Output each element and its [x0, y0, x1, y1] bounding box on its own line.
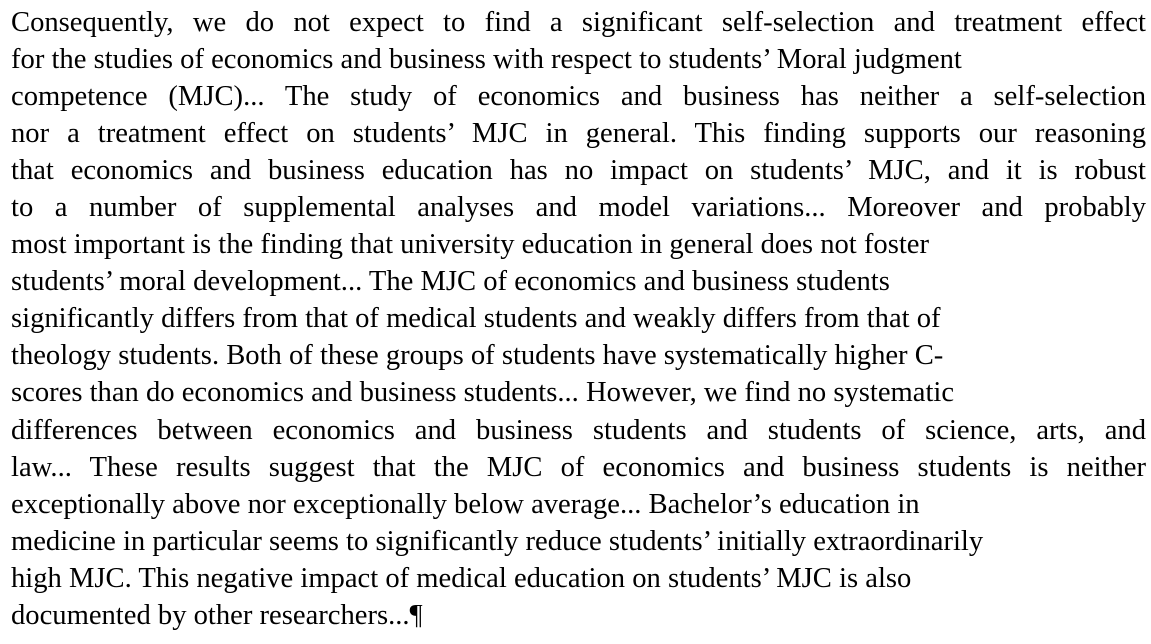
text-line-8: students’ moral development... The MJC of economics and business students	[11, 266, 890, 298]
text-line-14: exceptionally above nor exceptionally below average... Bachelor’s education in	[11, 488, 920, 520]
text-line-4: nor a treatment effect on students’ MJC in general. This finding supports our reasoning	[11, 118, 1146, 150]
last-line-text: documented by other researchers...	[11, 599, 410, 631]
text-line-17	[11, 597, 1146, 634]
text-line-9: significantly differs from that of medical students and weakly differs from that of	[11, 303, 941, 335]
text-line-5: that economics and business education has no impact on students’ MJC, and it is robust	[11, 155, 1146, 187]
text-line-6: to a number of supplemental analyses and model variations... Moreover and probably	[11, 192, 1146, 224]
text-line-16: high MJC. This negative impact of medical education on students’ MJC is also	[11, 562, 912, 594]
text-line-13: law... These results suggest that the MJC of economics and business students is neither	[11, 451, 1146, 483]
text-line-1: Consequently, we do not expect to find a significant self-selection and treatment effect	[11, 7, 1146, 38]
text-line-2: for the studies of economics and business with respect to students’ Moral judgment	[11, 44, 962, 76]
text-line-11: scores than do economics and business students... However, we find no systematic	[11, 377, 955, 409]
text-line-3: competence (MJC)... The study of economics and business has neither a self-selection	[11, 81, 1146, 113]
text-line-7: most important is the finding that university education in general does not foster	[11, 229, 929, 261]
text-line-12: differences between economics and business students and students of science, arts, and	[11, 414, 1146, 446]
text-line-10: theology students. Both of these groups of students have systematically higher C-	[11, 340, 944, 372]
paragraph-mark: ¶	[409, 599, 423, 631]
text-line-15: medicine in particular seems to significantly reduce students’ initially extraordinarily	[11, 525, 984, 557]
paragraph	[11, 4, 1146, 634]
